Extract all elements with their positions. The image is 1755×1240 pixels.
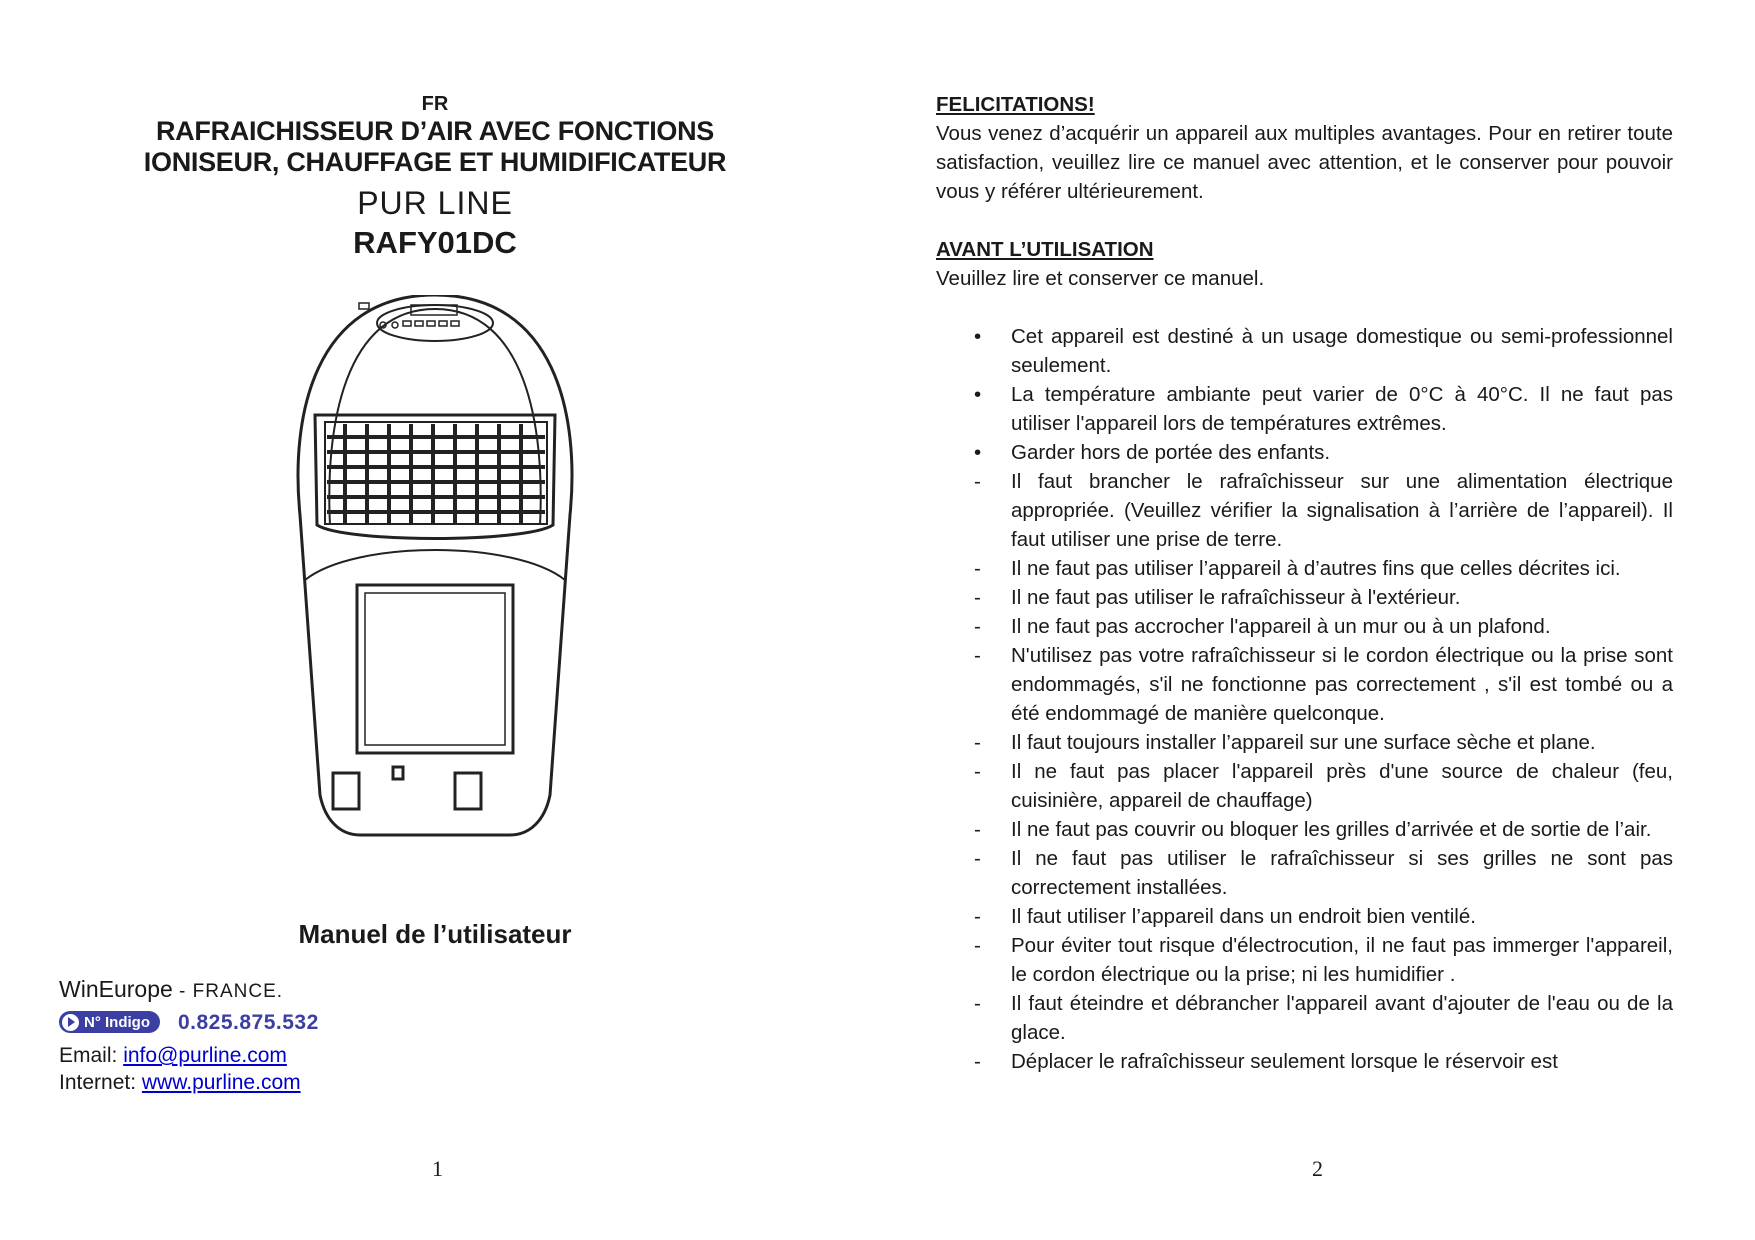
phone-line: [59, 1008, 319, 1036]
title-line-1: RAFRAICHISSEUR D’AIR AVEC FONCTIONS: [155, 116, 715, 146]
congrats-heading: FELICITATIONS!: [936, 93, 1095, 116]
body-band: [305, 550, 565, 580]
list-item: [936, 583, 1673, 612]
list-item-text: Il ne faut pas utiliser l’appareil à d’autres fins que celles décrites ici.: [1011, 557, 1621, 580]
list-item: [936, 844, 1673, 902]
list-item: [936, 380, 1673, 438]
cover-header: [80, 92, 790, 262]
website-label: Internet:: [59, 1071, 142, 1094]
page-number-right: 2: [1312, 1156, 1323, 1181]
water-tank-panel: [357, 585, 513, 753]
list-item-text: Cet appareil est destiné à un usage domestique ou semi-professionnel seulement.: [1011, 325, 1673, 377]
list-item-text: Il ne faut pas couvrir ou bloquer les grilles d’arrivée et de sortie de l’air.: [1011, 818, 1652, 841]
title-line-2: IONISEUR, CHAUFFAGE ET HUMIDIFICATEUR: [143, 147, 727, 177]
list-item: [936, 931, 1673, 989]
list-item: [936, 1047, 1673, 1076]
list-item: [936, 989, 1673, 1047]
list-item-text: Il ne faut pas accrocher l'appareil à un mur ou à un plafond.: [1011, 615, 1551, 638]
dash-marker: -: [974, 1050, 981, 1073]
air-cooler-illustration: [275, 295, 595, 915]
bullet-marker: •: [974, 441, 982, 464]
spacer: [936, 206, 1673, 235]
dash-marker: -: [974, 644, 981, 667]
list-item-text: La température ambiante peut varier de 0°C à 40°C. Il ne faut pas utiliser l'appareil lors de températures extrêmes.: [1011, 383, 1673, 435]
contact-block: [59, 975, 319, 1096]
before-use-text: Veuillez lire et conserver ce manuel.: [936, 267, 1265, 290]
list-item-text: Il ne faut pas utiliser le rafraîchisseur si ses grilles ne sont pas correctement installées.: [1011, 847, 1673, 899]
list-item: [936, 438, 1673, 467]
instructions-content: [936, 90, 1673, 1076]
left-page: [0, 0, 877, 1240]
brand-name: PUR LINE: [357, 185, 513, 221]
website-link[interactable]: www.purline.com: [141, 1071, 301, 1094]
dash-marker: -: [974, 818, 981, 841]
dash-marker: -: [974, 557, 981, 580]
email-row: [59, 1042, 319, 1069]
play-icon: [62, 1014, 79, 1031]
list-item-text: Garder hors de portée des enfants.: [1011, 441, 1331, 464]
dash-marker: -: [974, 905, 981, 928]
model-number: RAFY01DC: [353, 225, 517, 260]
company-country: - FRANCE.: [172, 981, 284, 1002]
list-item: [936, 467, 1673, 554]
list-item-text: N'utilisez pas votre rafraîchisseur si le cordon électrique ou la prise sont endommagés, s'il ne fonctionne pas correctement , s'il est tombé ou a été endommagé de manière quelconque.: [1011, 644, 1673, 725]
water-tank-window: [365, 593, 505, 745]
list-item: [936, 815, 1673, 844]
dash-marker: -: [974, 847, 981, 870]
list-item: [936, 902, 1673, 931]
dash-marker: -: [974, 760, 981, 783]
indigo-badge-label: N° Indigo: [84, 1013, 150, 1031]
list-item-text: Il ne faut pas placer l'appareil près d'une source de chaleur (feu, cuisinière, appareil de chauffage): [1011, 760, 1673, 812]
right-page: [877, 0, 1755, 1240]
company-line: [59, 975, 319, 1006]
list-item: [936, 322, 1673, 380]
dash-marker: -: [974, 731, 981, 754]
list-item-text: Il faut utiliser l’appareil dans un endroit bien ventilé.: [1011, 905, 1476, 928]
company-name: WinEurope: [59, 976, 173, 1002]
manual-title: Manuel de l’utilisateur: [298, 919, 572, 949]
list-item: [936, 728, 1673, 757]
list-item: [936, 612, 1673, 641]
list-item-text: Il faut éteindre et débrancher l'appareil avant d'ajouter de l'eau ou de la glace.: [1011, 992, 1673, 1044]
dash-marker: -: [974, 615, 981, 638]
congrats-text: Vous venez d’acquérir un appareil aux multiples avantages. Pour en retirer toute satisfaction, veuillez lire ce manuel avec attention, et le conserver pour pouvoir vous y référer ultérieurement.: [936, 122, 1673, 203]
dash-marker: -: [974, 992, 981, 1015]
grille-slats: [327, 424, 545, 523]
list-item: [936, 641, 1673, 728]
list-item-text: Il faut brancher le rafraîchisseur sur une alimentation électrique appropriée. (Veuillez vérifier la signalisation à l’arrière de l’appareil). Il faut utiliser une prise de terre.: [1011, 470, 1673, 551]
website-row: [59, 1069, 319, 1096]
list-item-text: Pour éviter tout risque d'électrocution, il ne faut pas immerger l'appareil, le cordon électrique ou la prise; ni les humidifier .: [1011, 934, 1673, 986]
list-item-text: Il ne faut pas utiliser le rafraîchisseur à l'extérieur.: [1011, 586, 1461, 609]
language-code: FR: [421, 93, 449, 115]
list-item-text: Il faut toujours installer l’appareil sur une surface sèche et plane.: [1011, 731, 1596, 754]
email-label: Email:: [59, 1044, 124, 1067]
bullet-marker: •: [974, 325, 982, 348]
dash-marker: -: [974, 470, 981, 493]
phone-number: 0.825.875.532: [177, 1010, 319, 1034]
list-item: [936, 554, 1673, 583]
dash-marker: -: [974, 934, 981, 957]
dash-marker: -: [974, 586, 981, 609]
list-item-text: Déplacer le rafraîchisseur seulement lorsque le réservoir est: [1011, 1050, 1558, 1073]
safety-list: [936, 322, 1673, 1076]
bullet-marker: •: [974, 383, 982, 406]
page-number-left: 1: [432, 1156, 443, 1181]
list-item: [936, 757, 1673, 815]
before-use-heading: AVANT L’UTILISATION: [936, 238, 1154, 261]
caster-wheels: [333, 767, 481, 809]
email-link[interactable]: info@purline.com: [123, 1044, 287, 1067]
spacer: [936, 293, 1673, 322]
indigo-badge: [59, 1011, 160, 1033]
